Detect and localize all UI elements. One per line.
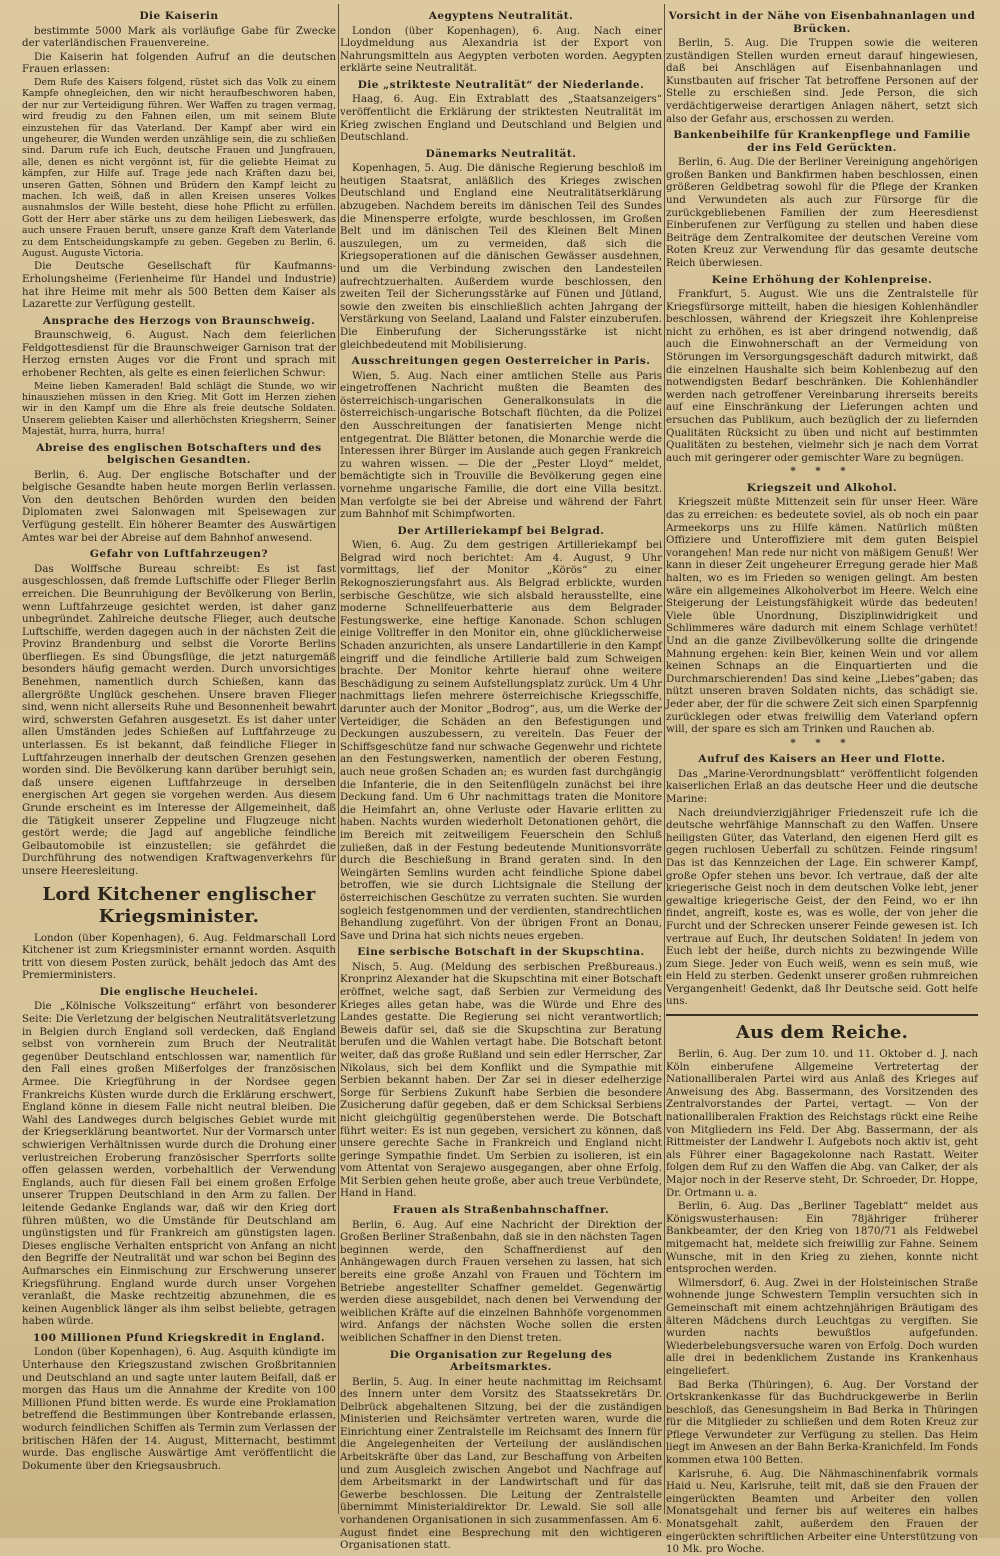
reich-text-3: Wilmersdorf, 6. Aug. Zwei in der Holsteinischen Straße wohnende junge Schwestern Templin versuchten sich in Gemeinschaft mit einem achtzehnjährigen Bräutigam des älteren Mädchens durch Leuchtgas zu vergiften. Sie wurden nachts bewußtlos aufgefunden. Wiederbelebungsversuche waren von Erfolg. Doch wurden alle drei in bedenklichem Zustande ins Krankenhaus eingeliefert. [666,1276,978,1377]
skupschtina-text: Nisch, 5. Aug. (Meldung des serbischen Preßbureaus.) Kronprinz Alexander hat die Skupschtina mit einer Botschaft eröffnet, welche sagt, daß Serbien zur Vermeidung des Krieges alles getan habe, was die Würde und Ehre des Landes gestatte. Die Regierung sei nicht verantwortlich; Beweis dafür sei, daß sie die Skupschtina zur Beratung berufen und die Wahlen vertagt habe. Die Botschaft betont weiter, daß das große Rußland und sein edler Herrscher, Zar Nikolaus, sich bei dem Konflikt und die Sympathie mit Serbien bekannt haben. Der Zar sei in dieser edelherzige Sorge für Serbiens Zukunft habe Serbien die besondere Zusicherung dafür gegeben, daß er dem Schicksal Serbiens nicht gleichgültig gegenüberstehen werde. Die Botschaft führt weiter: Es ist nun gegeben, versichert zu können, daß unsere gerechte Sache in Frankreich und England nicht geringe Sympathie findet. Um Serbien zu isolieren, ist ein vom Attentat von Serajewo ausgegangen, aber ohne Erfolg. Mit Serbien gehen heute große, aber auch treue Verbündete, Hand in Hand. [340,960,662,1200]
kaiserin-intro: Die Kaiserin hat folgenden Aufruf an die deutschen Frauen erlassen: [22,50,336,76]
kredit-text: London (über Kopenhagen), 6. Aug. Asquith kündigte im Unterhause den Kriegszustand zwischen Großbritannien und Deutschland an und sagte unter lautem Beifall, daß er morgen das Haus um die Annahme der Kredite von 100 Millionen Pfund bitten werde. Es wurde eine Proklamation betreffend die Bestimmungen über Kontrebande erlassen, wodurch feindlichen Schiffen als Termin zum Verlassen der britischen Häfen der 14. August, Mitternacht, bestimmt wurde. Das englische Auswärtige Amt veröffentlicht die Dokumente über den Kriegsausbruch. [22,1346,336,1472]
heading-kitchener: Lord Kitchener englischer Kriegsminister. [42,883,316,927]
alkohol-text: Kriegszeit müßte Mittenzeit sein für unser Heer. Wäre das zu erreichen: es bedeutete soviel, als ob noch ein paar Armeekorps uns zu Hilfe kämen. Natürlich müßten Offiziere und Unteroffiziere mit dem guten Beispiel vorangehen! Man rede nur nicht von mäßigem Genuß! Wer kann in dieser Zeit ungeheurer Erregung gerade hier Maß halten, wo es im Frieden so wenigen gelingt. Am besten wäre ein allgemeines Alkoholverbot im Heere. Welch eine Steigerung der Leistungsfähigkeit würde das bedeuten! Viele üble Unordnung, Disziplinwidrigkeit und Schlimmeres wäre dadurch mit einem Schlage verhütet! Und an die ganze Zivilbevölkerung sollte die dringende Mahnung ergehen: kein Bier, keinen Wein und vor allem keinen Schnaps an die Einquartierten und die Durchmarschierenden! Das sind keine „Liebes“gaben; das nützt unseren braven Soldaten nichts, das schädigt sie. Jeder aber, der für die schwere Zeit sich einen Sparpfennig zurücklegen oder etwas freiwillig dem Vaterland opfern will, der spare es sich am Trinken und Rauchen ab. [666,496,978,736]
heading-paris: Ausschreitungen gegen Oesterreicher in Paris. [351,355,651,368]
belgrad-text: Wien, 6. Aug. Zu dem gestrigen Artilleriekampf bei Belgrad wird noch berichtet: Am 4. August, 9 Uhr vormittags, lief der Monitor „Körös“ zu einer Rekognoszierungsfahrt aus. Als Belgrad erblickte, wurden serbische Geschütze, wie sich alsbald herausstellte, eine moderne Schnellfeuerbatterie aus dem Belgrader Festungswerke, eine heftige Kanonade. Schon schlugen einige Volltreffer in den Monitor ein, ohne glücklicherweise Schaden anzurichten, als unsere Landartillerie in den Kampf eingriff und die feindliche Artillerie bald zum Schweigen brachte. Der Monitor kehrte hierauf ohne weitere Beschädigung zu seinem Aufstellungsplatz zurück. Um 4 Uhr nachmittags liefen mehrere österreichische Kriegsschiffe, darunter auch der Monitor „Bodrog“, aus, um die Werke der Verteidiger, die Schäden an den Befestigungen und Deckungen auszubessern, zu vereiteln. Das Feuer der Schiffsgeschütze fand nur schwache Gegenwehr und richtete an den Festungswerken, namentlich der oberen Festung, auch neue großen Schaden an; es wurden fast durchgängig die Infanterie, die in den Seitenflügeln zunächst bei ihre Deckung fand. Um 6 Uhr nachmittags traten die Monitore die Heimfahrt an, ohne Verluste oder Havarie erlitten zu haben. Nachts wurden wiederholt Detonationen gehört, die im Bereich mit zeitweiligem Feuerschein den Schluß zuließen, daß in der Festung bedeutende Munitionsvorräte durch die Beschießung in Brand geraten sind. In den Weingärten Semlins wurden acht feindliche Spione dabei betroffen, wie sie durch Lichtsignale die Stellung der österreichischen Geschütze zu verraten suchten. Sie wurden sogleich festgenommen und der verdienten, standrechtlichen Behandlung zugeführt. Von der übrigen Front an Donau, Save und Drina hat sich nichts neues ergeben. [340,539,662,942]
heading-niederlande: Die „strikteste Neutralität“ der Niederlande. [357,78,645,91]
aegypten-text: London (über Kopenhagen), 6. Aug. Nach einer Lloydmeldung aus Alexandria ist der Export von Nahrungsmitteln aus Aegypten verboten worden. Aegypten erklärte seine Neutralität. [340,24,662,75]
article-intro: bestimmte 5000 Mark als vorläufige Gabe für Zwecke der vaterländischen Frauenvereine. [22,24,336,50]
heading-heuchelei: Die englische Heuchelei. [99,985,259,998]
kaiserin-text: Dem Rufe des Kaisers folgend, rüstet sich das Volk zu einem Kampfe ohnegleichen, den wir nicht heraufbeschworen haben, der nur zur Verteidigung führen. Wer Waffen zu tragen vermag, wird freudig zu den Fahnen eilen, um mit seinem Blute einzustehen für das Vaterland. Der Kampf aber wird ein ungeheurer, die Wunden werden unzählige sein, die zu schließen sind. Darum rufe ich Euch, deutsche Frauen und Jungfrauen, alle, denen es nicht vergönnt ist, für die geliebte Heimat zu kämpfen, zur Hilfe auf. Trage jede nach Kräften dazu bei, unseren Gatten, Söhnen und Brüdern den Kampf leicht zu machen. Ich weiß, daß in allen Kreisen unseres Volkes ausnahmslos der Wille besteht, diese hohe Pflicht zu erfüllen. Gott der Herr aber stärke uns zu dem heiligen Liebeswerk, das auch unsere Frauen beruft, unsere ganze Kraft dem Vaterlande zu dem Entscheidungskampfe zu geben. Gegeben zu Berlin, 6. August. Auguste Victoria. [22,76,336,259]
reich-text-4: Bad Berka (Thüringen), 6. Aug. Der Vorstand der Ortskrankenkasse für das Buchdruckgewerbe in Berlin beschloß, das Genesungsheim in Bad Berka in Thüringen für die Mitglieder zu schließen und dem Roten Kreuz zur Pflege Verwundeter zur Verfügung zu stellen. Das Heim liegt im Anwesen an der Bahn Berka-Kranichfeld. Im Fonds kommen etwa 100 Betten. [666,1378,978,1467]
reich-text-5: Karlsruhe, 6. Aug. Die Nähmaschinenfabrik vormals Haid u. Neu, Karlsruhe, teilt mit, daß sie den Frauen der eingerückten Beamten und Arbeiter den vollen Monatsgehalt und ferner bis auf weiteres ein halbes Monatsgehalt zahlt, außerdem den Frauen der eingerückten schriftlichen Arbeiter eine Unterstützung von 10 Mk. pro Woche. [666,1467,978,1556]
column-rule [664,4,665,1514]
arbeitsmarkt-text: Berlin, 5. Aug. In einer heute nachmittag im Reichsamt des Innern unter dem Vorsitz des Staatssekretärs Dr. Delbrück abgehaltenen Sitzung, bei der die zuständigen Ministerien und Reichsämter vertreten waren, wurde die Einrichtung einer Zentralstelle im Reichsamt des Innern für die Angelegenheiten der Verteilung der ausländischen Arbeitskräfte über das Land, zur Beschaffung von Arbeiten und zum Ausgleich zwischen Angebot und Nachfrage auf dem Arbeitsmarkt in der Landwirtschaft und für das Gewerbe beschlossen. Die Leitung der Zentralstelle übernimmt Ministerialdirektor Dr. Lewald. Sie soll alle vorhandenen Organisationen in sich zusammenfassen. Am 6. August findet eine Besprechung mit den wichtigeren Organisationen statt. [340,1375,662,1552]
eisenbahn-text: Berlin, 5. Aug. Die Truppen sowie die weiteren zuständigen Stellen wurden erneut darauf hingewiesen, daß bei Anschlägen auf Eisenbahnanlagen und Kunstbauten auf frischer Tat betroffene Personen auf der Stelle zu erschießen sind. Jede Person, die sich verdächtigerweise derartigen Anlagen nähert, setzt sich also der Gefahr aus, erschossen zu werden. [666,37,978,125]
niederlande-text: Haag, 6. Aug. Ein Extrablatt des „Staatsanzeigers“ veröffentlicht die Erklärung der striktesten Neutralität im Krieg zwischen England und Deutschland und Belgien und Deutschland. [340,93,662,144]
daenemark-text: Kopenhagen, 5. Aug. Die dänische Regierung beschloß im heutigen Staatsrat, anläßlich des Krieges zwischen Deutschland und England eine Neutralitätserklärung abzugeben. Nachdem bereits im dänischen Teil des Sundes die Minensperre erfolgte, wurde beschlossen, im Großen Belt und im dänischen Teil des Kleinen Belt Minen auszulegen, um zu vermeiden, daß sich die Kriegsoperationen auf die dänischen Gewässer ausdehnen, und um die Verbindung zwischen den Landesteilen aufrechtzuerhalten. Außerdem wurde beschlossen, den zweiten Teil der Sicherungsstärke auf Fünen und Jütland, sowie den zweiten bis einschließlich achten Jahrgang der Verstärkung von Seeland, Laaland und Falster einzuberufen. Die Einberufung der Sicherungsstärke ist nicht gleichbedeutend mit Mobilisierung. [340,162,662,351]
aufruf-text: Nach dreiundvierzigjähriger Friedenszeit rufe ich die deutsche wehrfähige Mannschaft zu den Waffen. Unsere heiligsten Güter, das Vaterland, den eigenen Herd gilt es gegen ruchlosen Ueberfall zu schützen. Feinde ringsum! Das ist das Kennzeichen der Lage. Ein schwerer Kampf, große Opfer stehen uns bevor. Ich vertraue, daß der alte kriegerische Geist noch in dem deutschen Volke lebt, jener gewaltige kriegerische Geist, der den Feind, wo er ihn findet, angreift, koste es, was es wolle, der von jeher die Furcht und der Schrecken unserer Feinde gewesen ist. Ich vertraue auf Euch, Ihr deutschen Soldaten! In jedem von Euch lebt der heiße, durch nichts zu bezwingende Wille zum Siege. Jeder von Euch weiß, wenn es sein muß, wie ein Held zu sterben. Gedenkt unserer großen ruhmreichen Vergangenheit! Gedenkt, daß Ihr Deutsche seid. Gott helfe uns. [666,806,978,1008]
heading-kohlen: Keine Erhöhung der Kohlenpreise. [711,273,933,286]
frauen-text: Berlin, 6. Aug. Auf eine Nachricht der Direktion der Großen Berliner Straßenbahn, daß sie in den nächsten Tagen beginnen werde, den Schaffnerdienst auf den Anhängewagen durch Frauen versehen zu lassen, hat sich bereits eine große Anzahl von Frauen und Töchtern im Betriebe angestellter Schaffner gemeldet. Gegenwärtig werden diese ausgebildet, nach denen bei Verwendung der weiblichen Kräfte auf die einzelnen Bahnhöfe vorgenommen wird. Anfangs der nächsten Woche sollen die ersten weiblichen Schaffner in den Dienst treten. [340,1218,662,1344]
heuchelei-text: Die „Kölnische Volkszeitung“ erfährt von besonderer Seite: Die Verletzung der belgischen Neutralitätsverletzung in Belgien durch England soll verdecken, daß England selbst von vornherein zum Bruch der Neutralität gegenüber Deutschland entschlossen war, namentlich für den Fall eines großen Mißerfolges der französischen Armee. Die Kriegführung in der Nordsee gegen Frankreichs Küsten wurde durch die Erklärung erschwert, England könne in diesem Falle nicht neutral bleiben. Die Wahl des Landweges durch belgisches Gebiet wurde mit der Kriegserklärung beantwortet. Nur der Vormarsch unter schwierigen Verhältnissen wurde durch die Drohung einer verlustreichen Eroberung französischer Sperrforts sollte offen gelassen werden, vorbehaltlich der Verwendung Englands, auch für diesen Fall bei einem großen Erfolge unserer Truppen Deutschland in den Arm zu fallen. Der leitende Gedanke Englands war, daß wir den Krieg dort führen müßten, wo die Umstände für Deutschland am ungünstigsten und für Frankreich am günstigsten lagen. Dieses englische Verhalten entspricht von Anfang an nicht den Begriffe der Neutralität und war schon bei Beginn des Aufmarsches ein Einmischung zur Erschwerung unserer Kriegsführung. England wurde durch unser Vorgehen veranlaßt, die Maske rechtzeitig abzunehmen, die es keinen Augenblick länger als ihm selbst beliebte, getragen haben würde. [22,1000,336,1328]
heading-braunschweig: Ansprache des Herzogs von Braunschweig. [42,314,316,327]
heading-kredit: 100 Millionen Pfund Kriegskredit in England. [32,1331,326,1344]
section-stars: * * * [790,736,854,749]
heading-daenemark: Dänemarks Neutralität. [425,147,577,160]
heading-skupschtina: Eine serbische Botschaft in der Skupschtina. [357,946,645,959]
heading-kaiserin: Die Kaiserin [139,10,219,22]
heading-alkohol: Kriegszeit und Alkohol. [746,481,898,494]
column-left [22,6,336,1518]
paris-text: Wien, 5. Aug. Nach einer amtlichen Stelle aus Paris eingetroffenen Nachricht mußten die Beamten des österreichisch-ungarischen Generalkonsulats in die österreichisch-ungarische Botschaft flüchten, da die Polizei den Ausschreitungen der fanatisierten Menge nicht entgegentrat. Die Blätter betonen, die Monarchie werde die Interessen ihrer Bürger im Auslande auch gegen Frankreich zu wahren wissen. — Die der „Pester Lloyd“ meldet, bemächtigte sich in Trouville die Bevölkerung gegen eine vornehme ungarische Familie, die dort eine Villa besitzt. Man verfolgte sie bei der Abreise und während der Fahrt zum Bahnhof mit Schimpfworten. [340,369,662,521]
heading-eisenbahn: Vorsicht in der Nähe von Eisenbahnanlagen und Brücken. [668,10,976,35]
erholung-text: Die Deutsche Gesellschaft für Kaufmanns-Erholungsheime (Ferienheime für Handel und Industrie) hat ihre Heime mit mehr als 500 Betten dem Kaiser als Lazarette zur Verfügung gestellt. [22,260,336,311]
reich-text-2: Berlin, 6. Aug. Das „Berliner Tageblatt“ meldet aus Königswusterhausen: Ein 78jähriger früherer Bankbeamter, der den Krieg von 1870/71 als Feldwebel mitgemacht hat, meldete sich freiwillig zur Fahne. Seinem Wunsche, mit in den Krieg zu ziehen, konnte nicht entsprochen werden. [666,1200,978,1276]
heading-arbeitsmarkt: Die Organisation zur Regelung des Arbeitsmarktes. [389,1348,613,1373]
heading-abreise: Abreise des englischen Botschafters und des belgischen Gesandten. [36,441,322,467]
heading-frauen: Frauen als Straßenbahnschaffner. [392,1204,610,1217]
aufruf-intro: Das „Marine-Verordnungsblatt“ veröffentlicht folgenden kaiserlichen Erlaß an das deutsche Heer und die deutsche Marine: [666,767,978,805]
luft-text: Das Wolffsche Bureau schreibt: Es ist fast ausgeschlossen, daß fremde Luftschiffe oder Flieger Berlin erreichen. Die Beunruhigung der Bevölkerung von Berlin, wenn Luftfahrzeuge gesichtet werden, ist daher ganz unbegründet. Zahlreiche deutsche Flieger, auch deutsche Luftschiffe, werden dagegen auch in der nächsten Zeit die Provinz Brandenburg und selbst die Vororte Berlins überfliegen. Es sind Übungsflüge, die jetzt naturgemäß besonders häufig gemacht werden. Durch unvorsichtiges Benehmen, namentlich durch Schießen, kann das allergrößte Unglück geschehen. Unsere braven Flieger sind, wenn nicht allerseits Ruhe und Besonnenheit bewahrt wird, schwersten Gefahren ausgesetzt. Es ist daher unter allen Umständen jedes Schießen auf Luftfahrzeuge zu unterlassen. Es ist bekannt, daß feindliche Flieger in Luftfahrzeugen innerhalb der deutschen Grenzen gesehen worden sind. Die Bevölkerung kann darüber beruhigt sein, daß unsere eigenen Luftfahrzeuge in derselben energischen Art gegen sie vorgehen werden. Aus diesem Grunde erscheint es im Interesse der Allgemeinheit, daß die Tätigkeit unserer Zeppeline und Flugzeuge nicht gestört werde; die Jagd auf angebliche feindliche Gelbautomobile ist einzustellen; sie gefährdet die Durchführung des notwendigen Kraftwagenverkehrs für unsere Heeresleitung. [22,562,336,877]
abreise-text: Berlin, 6. Aug. Der englische Botschafter und der belgische Gesandte haben heute morgen Berlin verlassen. Von den deutschen Behörden wurden den beiden Diplomaten zwei Salonwagen mit Speisewagen zur Verfügung gestellt. Ein höherer Beamter des Auswärtigen Amtes war bei der Abreise auf dem Bahnhof anwesend. [22,468,336,544]
bankenbeihilfe-text: Berlin, 6. Aug. Die der Berliner Vereinigung angehörigen großen Banken und Bankfirmen haben beschlossen, einen größeren Geldbetrag sowohl für die Pflege der Kranken und Verwundeten als auch zur Fürsorge für die zurückgebliebenen Familien der zum Heeresdienst Einberufenen zur Verfügung zu stellen und haben diese Beiträge dem Zentralkomitee der deutschen Vereine vom Roten Kreuz zur Verwendung für das gesamte deutsche Reich überwiesen. [666,156,978,269]
braunschweig-quote: Meine lieben Kameraden! Bald schlägt die Stunde, wo wir hinausziehen müssen in den Krieg. Mit Gott im Herzen ziehen wir in den Kampf um die Ehre als freie deutsche Soldaten. Unserem geliebten Kaiser und allerhöchsten Kriegsherrn, Seiner Majestät, hurra, hurra, hurra! [22,380,336,438]
section-divider [666,1014,978,1016]
kitchener-text: London (über Kopenhagen), 6. Aug. Feldmarschall Lord Kitchener ist zum Kriegsminister ernannt worden. Asquith tritt von diesem Posten zurück, behält jedoch das Amt des Premierministers. [22,931,336,982]
heading-reich: Aus dem Reiche. [735,1022,909,1044]
kohlen-text: Frankfurt, 5. August. Wie uns die Zentralstelle für Kriegsfürsorge mitteilt, haben die hiesigen Kohlenhändler beschlossen, während der Kriegszeit ihre Kohlenpreise nicht zu erhöhen, es ist aber dringend notwendig, daß auch die Einwohnerschaft an der Vermeidung von Störungen im Versorgungsgeschäft dadurch mitwirkt, daß die einzelnen Haushalte sich beim Kohlenbezug auf den notwendigsten Bedarf beschränken. Die Kohlenhändler werden nach getroffener Vereinbarung ihrerseits bereits auf eine Einschränkung der Lieferungen achten und ersuchen das Publikum, auch bezüglich der zu liefernden Qualitäten Rücksicht zu üben und nicht auf bestimmten Qualitäten zu bestehen, vielmehr sich je nach dem Vorrat auch mit geringerer oder gemischter Ware zu begnügen. [666,288,978,464]
reich-text-1: Berlin, 6. Aug. Der zum 10. und 11. Oktober d. J. nach Köln einberufene Allgemeine Vertretertag der Nationalliberalen Partei wird aus Anlaß des Krieges auf Anweisung des Abg. Bassermann, des Vorsitzenden des Zentralvorstandes der Partei, vertagt. — Von der nationalliberalen Fraktion des Reichstags rückt eine Reihe von Mitgliedern ins Feld. Der Abg. Bassermann, der als Rittmeister der Landwehr I. Aufgebots noch aktiv ist, geht als Führer einer Bagagekolonne nach Rastatt. Weiter folgen dem Ruf zu den Waffen die Abg. van Calker, der als Major noch in der Reserve steht, Dr. Schroeder, Dr. Hoppe, Dr. Ortmann u. a. [666,1048,978,1199]
braunschweig-text: Braunschweig, 6. August. Nach dem feierlichen Feldgottesdienst für die Braunschweiger Garnison trat der Herzog ernsten Auges vor die Front und sprach mit erhobener Rechten, als gelte es einen feierlichen Schwur: [22,329,336,380]
heading-aufruf: Aufruf des Kaisers an Heer und Flotte. [698,753,946,766]
column-rule [338,4,339,1514]
column-right [666,6,978,1556]
heading-bankenbeihilfe: Bankenbeihilfe für Krankenpflege und Familie der ins Feld Gerückten. [673,129,971,154]
heading-luft: Gefahr von Luftfahrzeugen? [89,548,269,561]
heading-belgrad: Der Artilleriekampf bei Belgrad. [397,524,605,537]
section-stars: * * * [790,465,854,478]
heading-aegypten: Aegyptens Neutralität. [428,10,574,22]
column-middle [340,6,662,1552]
